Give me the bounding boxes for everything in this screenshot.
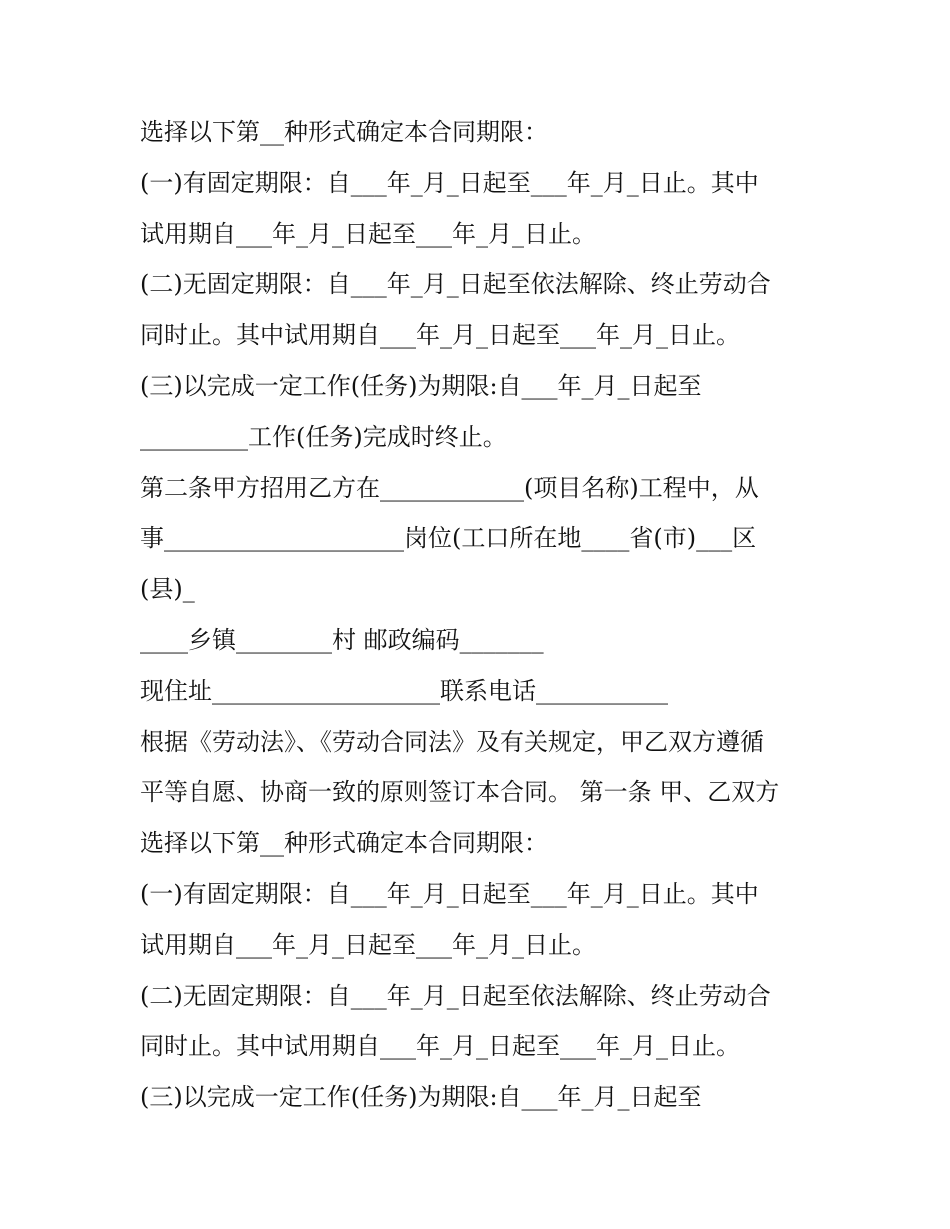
text-line: (一)有固定期限：自___年_月_日起至___年_月_日止。其中 xyxy=(140,168,759,197)
text-line: 同时止。其中试用期自___年_月_日起至___年_月_日止。 xyxy=(140,1032,740,1061)
text-line: 第二条甲方招用乙方在____________(项目名称)工程中，从 xyxy=(140,473,759,502)
document-body xyxy=(140,107,830,1123)
text-line: 平等自愿、协商一致的原则签订本合同。 第一条 甲、乙双方 xyxy=(140,778,780,807)
text-line: (一)有固定期限：自___年_月_日起至___年_月_日止。其中 xyxy=(140,879,759,908)
text-line: 根据《劳动法》、《劳动合同法》及有关规定，甲乙双方遵循 xyxy=(140,727,764,756)
text-line: 试用期自___年_月_日起至___年_月_日止。 xyxy=(140,219,596,248)
text-line: (三)以完成一定工作(任务)为期限:自___年_月_日起至 xyxy=(140,371,702,400)
text-line: 选择以下第__种形式确定本合同期限： xyxy=(140,118,548,146)
text-line: 试用期自___年_月_日起至___年_月_日止。 xyxy=(140,930,596,959)
text-line: 事____________________岗位(工口所在地____省(市)___区 xyxy=(140,524,757,553)
text-line: 选择以下第__种形式确定本合同期限： xyxy=(140,829,548,858)
text-line: (二)无固定期限：自___年_月_日起至依法解除、终止劳动合 xyxy=(140,981,771,1010)
text-line: (三)以完成一定工作(任务)为期限:自___年_月_日起至 xyxy=(140,1083,702,1112)
text-line: (二)无固定期限：自___年_月_日起至依法解除、终止劳动合 xyxy=(140,270,771,299)
text-line: 现住址___________________联系电话___________ xyxy=(140,676,668,705)
text-line: (县)_ xyxy=(140,575,195,604)
text-line: ____乡镇________村 邮政编码_______ xyxy=(140,625,544,654)
text-line: _________工作(任务)完成时终止。 xyxy=(140,422,507,451)
text-line: 同时止。其中试用期自___年_月_日起至___年_月_日止。 xyxy=(140,321,740,350)
